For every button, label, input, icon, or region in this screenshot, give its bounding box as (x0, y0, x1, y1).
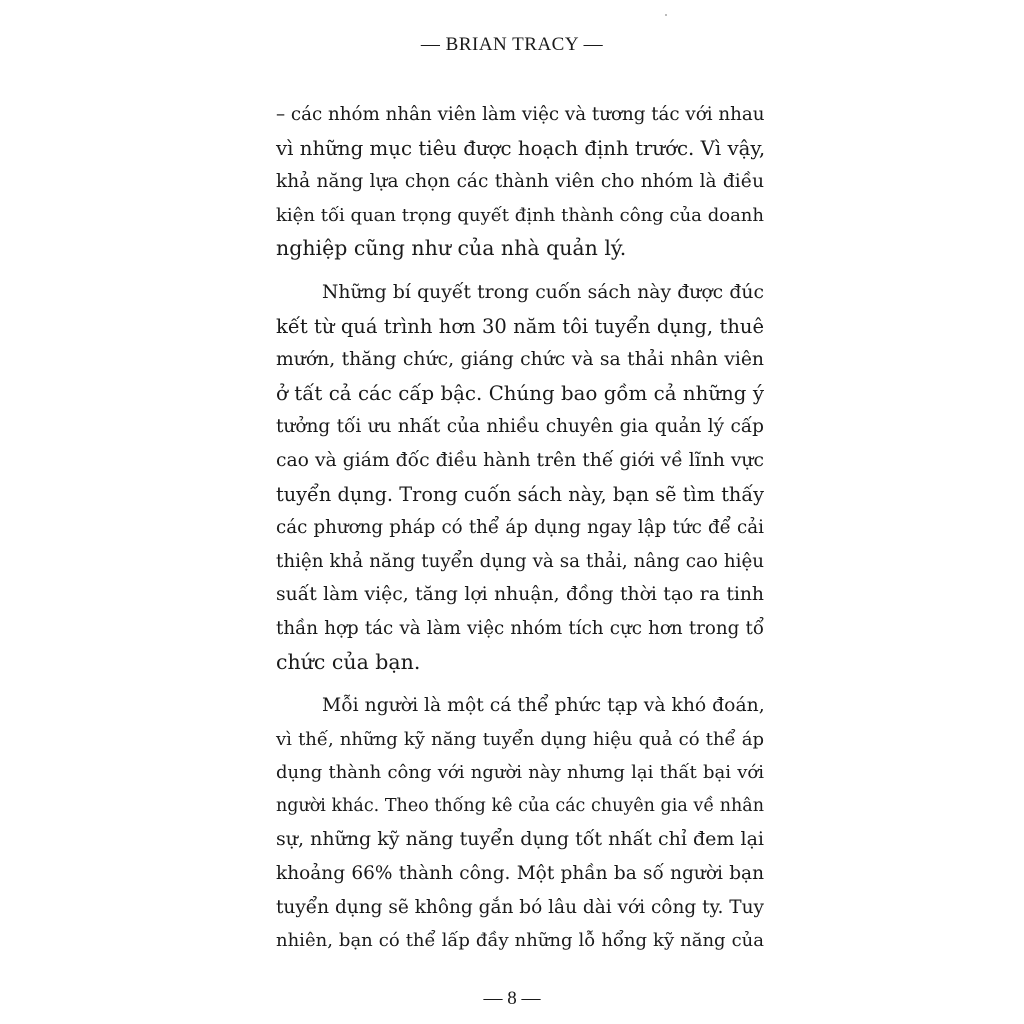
text-line: vì những mục tiêu được hoạch định trước. Vì vậy, (276, 136, 766, 160)
text-line: thần hợp tác và làm việc nhóm tích cực hơn trong tổ (276, 617, 764, 639)
text-line: cao và giám đốc điều hành trên thế giới về lĩnh vực (276, 449, 764, 471)
text-line: – các nhóm nhân viên làm việc và tương tác với nhau (276, 104, 765, 125)
text-line: kiện tối quan trọng quyết định thành công của doanh (276, 204, 764, 226)
text-line: Những bí quyết trong cuốn sách này được đúc (322, 281, 764, 303)
text-line: tuyển dụng. Trong cuốn sách này, bạn sẽ tìm thấy (276, 482, 764, 506)
text-line: Mỗi người là một cá thể phức tạp và khó đoán, (322, 695, 765, 717)
text-line: tưởng tối ưu nhất của nhiều chuyên gia quản lý cấp (276, 416, 764, 438)
text-line: mướn, thăng chức, giáng chức và sa thải nhân viên (276, 349, 764, 371)
text-line: suất làm việc, tăng lợi nhuận, đồng thời tạo ra tinh (276, 584, 764, 606)
text-line: nhiên, bạn có thể lấp đầy những lỗ hổng kỹ năng của (276, 930, 764, 952)
text-line: chức của bạn. (276, 649, 421, 674)
text-line: vì thế, những kỹ năng tuyển dụng hiệu quả có thể áp (276, 728, 764, 750)
body-text (276, 98, 764, 958)
text-line: nghiệp cũng như của nhà quản lý. (276, 236, 627, 261)
text-line: khả năng lựa chọn các thành viên cho nhóm là điều (276, 171, 764, 193)
page-number: — 8 — (483, 988, 541, 1009)
running-header: — BRIAN TRACY — (420, 34, 604, 55)
text-line: các phương pháp có thể áp dụng ngay lập tức để cải (276, 517, 764, 539)
text-line: khoảng 66% thành công. Một phần ba số người bạn (276, 863, 764, 885)
text-line: người khác. Theo thống kê của các chuyên gia về nhân (276, 795, 764, 816)
text-line: kết từ quá trình hơn 30 năm tôi tuyển dụng, thuê (276, 314, 764, 338)
text-line: ở tất cả các cấp bậc. Chúng bao gồm cả những ý (276, 381, 764, 405)
text-line: sự, những kỹ năng tuyển dụng tốt nhất chỉ đem lại (276, 828, 764, 851)
text-line: tuyển dụng sẽ không gắn bó lâu dài với công ty. Tuy (276, 896, 764, 918)
text-line: thiện khả năng tuyển dụng và sa thải, nâng cao hiệu (276, 550, 764, 572)
text-line: dụng thành công với người này nhưng lại thất bại với (276, 762, 764, 784)
speck-mark (665, 14, 667, 16)
